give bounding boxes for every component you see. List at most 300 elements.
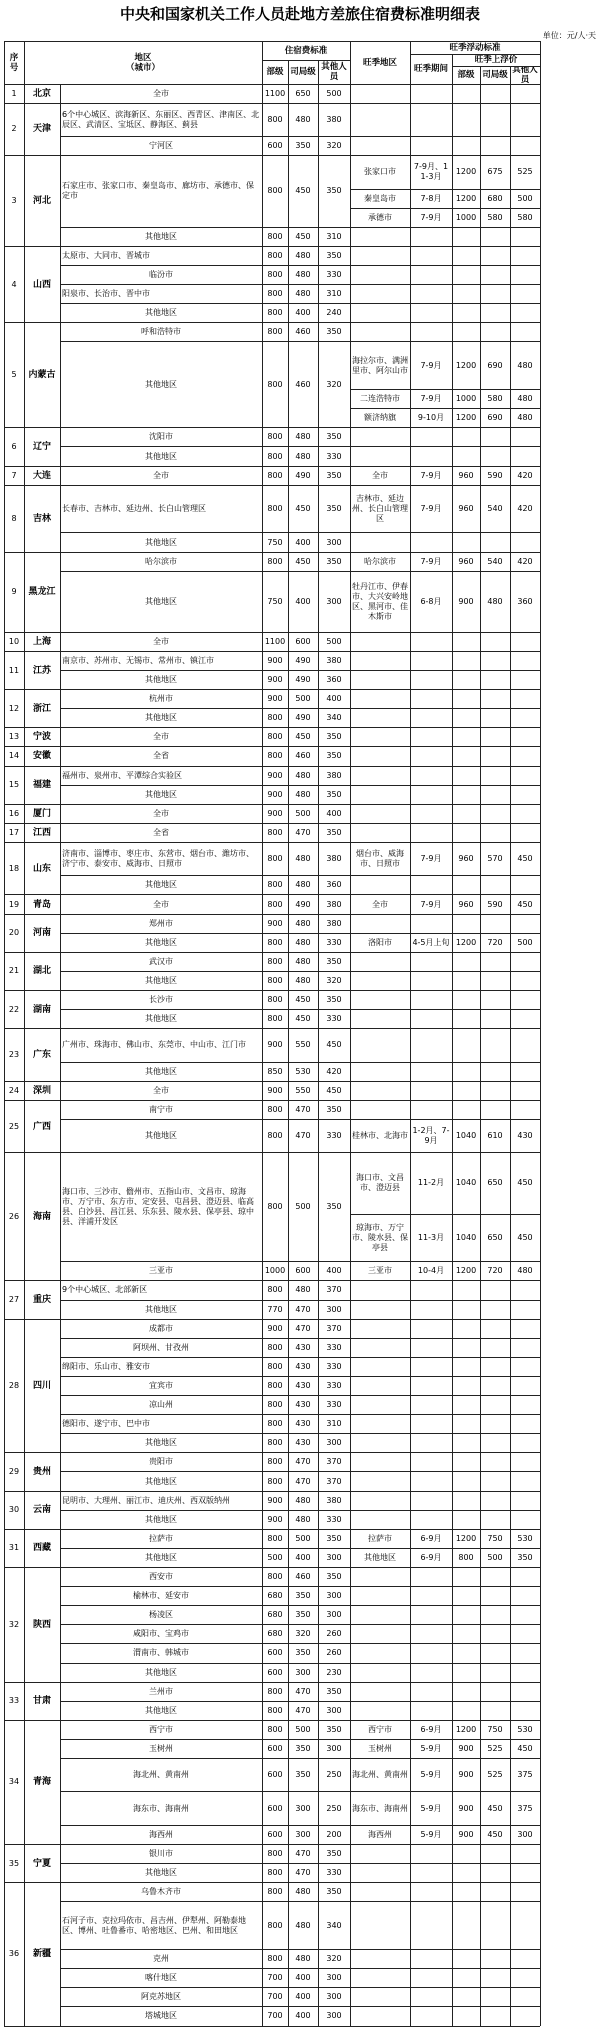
peak-region-cell <box>350 671 410 690</box>
peak-rate-ministerial: 960 <box>458 470 474 480</box>
peak-region-cell <box>350 428 410 447</box>
city-cell: 西安市 <box>149 1572 173 1582</box>
rate-bureau: 480 <box>295 432 311 442</box>
rate-bureau: 450 <box>295 1014 311 1024</box>
peak-rate-ministerial <box>452 428 480 447</box>
peak-period-cell <box>410 304 452 323</box>
rate-bureau: 430 <box>295 1380 311 1390</box>
peak-rate-others: 420 <box>517 504 533 514</box>
peak-period-cell: 5-9月 <box>420 1743 442 1753</box>
rate-ministerial: 700 <box>267 1973 283 1983</box>
seq-number: 33 <box>8 1696 20 1706</box>
rate-ministerial: 680 <box>267 1610 283 1620</box>
peak-rate-bureau <box>480 265 510 284</box>
peak-region-cell <box>350 1472 410 1491</box>
city-cell: 其他地区 <box>145 1868 177 1878</box>
rate-ministerial: 800 <box>267 1285 283 1295</box>
rate-bureau: 480 <box>295 451 311 461</box>
peak-rate-bureau <box>480 747 510 766</box>
rate-ministerial: 800 <box>267 1131 283 1141</box>
rate-others: 370 <box>326 1476 342 1486</box>
province-name: 重庆 <box>32 1295 51 1305</box>
seq-number: 23 <box>8 1049 20 1059</box>
rate-bureau: 470 <box>295 1686 311 1696</box>
column-divider <box>60 84 61 2026</box>
city-cell: 拉萨市 <box>149 1533 173 1543</box>
peak-rate-others: 430 <box>517 1131 533 1141</box>
peak-region-cell: 全市 <box>372 899 388 909</box>
peak-period-cell: 6-8月 <box>420 596 442 606</box>
rate-bureau: 470 <box>295 1304 311 1314</box>
rate-bureau: 450 <box>295 231 311 241</box>
city-cell: 兰州市 <box>149 1686 173 1696</box>
city-cell: 玉树州 <box>149 1743 173 1753</box>
rate-bureau: 600 <box>295 1266 311 1276</box>
rate-ministerial: 700 <box>267 1992 283 2002</box>
peak-period-cell <box>410 671 452 690</box>
city-cell: 长春市、吉林市、延边州、长白山管理区 <box>62 504 206 514</box>
city-cell: 其他地区 <box>145 537 177 547</box>
peak-region-cell <box>350 1510 410 1529</box>
peak-rate-ministerial <box>452 1472 480 1491</box>
city-cell: 杭州市 <box>149 694 173 704</box>
rate-bureau: 400 <box>295 1992 311 2002</box>
peak-rate-bureau <box>480 84 510 103</box>
peak-rate-bureau <box>480 1396 510 1415</box>
rate-ministerial: 800 <box>267 1380 283 1390</box>
rate-bureau: 480 <box>295 1514 311 1524</box>
province-name: 广西 <box>32 1121 51 1132</box>
peak-rate-bureau <box>480 651 510 670</box>
rate-ministerial: 800 <box>267 713 283 723</box>
city-cell: 宁河区 <box>149 141 173 151</box>
rate-others: 350 <box>326 327 342 337</box>
peak-period-cell <box>410 690 452 709</box>
city-cell: 海口市、三沙市、儋州市、五指山市、文昌市、琼海市、万宁市、东方市、定安县、屯昌县、澄迈县、临高县、白沙县、昌江县、乐东县、陵水县、保亭县、琼中县、洋浦开发区 <box>62 1187 254 1227</box>
column-divider <box>452 84 453 2026</box>
seq-number: 9 <box>11 587 17 597</box>
peak-region-cell <box>350 1682 410 1701</box>
rate-others: 350 <box>326 1202 342 1212</box>
seq-number: 18 <box>8 863 20 873</box>
peak-rate-others <box>510 1338 540 1357</box>
peak-region-cell: 西宁市 <box>368 1724 392 1734</box>
peak-rate-bureau <box>480 285 510 304</box>
rate-ministerial: 900 <box>267 1085 283 1095</box>
peak-rate-bureau <box>480 991 510 1010</box>
rate-ministerial: 900 <box>267 1514 283 1524</box>
rate-ministerial: 800 <box>267 995 283 1005</box>
peak-rate-ministerial <box>452 766 480 785</box>
peak-region-cell <box>350 1845 410 1864</box>
province-name: 黑龙江 <box>28 587 56 598</box>
document-title: 中央和国家机关工作人员赴地方差旅住宿费标准明细表 <box>119 5 480 23</box>
rate-others: 320 <box>326 379 342 389</box>
rate-others: 310 <box>326 231 342 241</box>
rate-bureau: 350 <box>295 1770 311 1780</box>
rate-others: 450 <box>326 1040 342 1050</box>
peak-rate-others <box>510 804 540 823</box>
peak-rate-ministerial <box>452 1883 480 1902</box>
peak-region-cell <box>350 304 410 323</box>
rate-bureau: 530 <box>295 1066 311 1076</box>
peak-rate-ministerial <box>452 823 480 842</box>
rate-bureau: 480 <box>295 289 311 299</box>
peak-rate-ministerial <box>452 1587 480 1606</box>
peak-rate-bureau <box>480 1010 510 1029</box>
header-column-divider <box>262 41 263 84</box>
city-cell: 全省 <box>153 827 169 837</box>
city-cell: 南宁市 <box>149 1104 173 1114</box>
peak-rate-others <box>510 1100 540 1119</box>
peak-period-cell <box>410 1491 452 1510</box>
peak-rate-ministerial: 960 <box>458 556 474 566</box>
peak-rate-bureau <box>480 1864 510 1883</box>
header-column-divider <box>24 41 25 84</box>
peak-rate-ministerial <box>452 971 480 990</box>
province-name: 吉林 <box>32 513 51 524</box>
peak-rate-ministerial <box>452 728 480 747</box>
peak-region-cell <box>350 2007 410 2026</box>
city-cell: 其他地区 <box>145 675 177 685</box>
peak-rate-ministerial <box>452 1376 480 1395</box>
peak-rate-others <box>510 428 540 447</box>
rate-ministerial: 680 <box>267 1591 283 1601</box>
rate-others: 370 <box>326 1285 342 1295</box>
peak-period-cell <box>410 1845 452 1864</box>
seq-number: 16 <box>8 808 20 818</box>
rate-others: 300 <box>326 2011 342 2021</box>
peak-rate-ministerial <box>452 1281 480 1300</box>
peak-rate-others <box>510 1062 540 1081</box>
peak-rate-others <box>510 1472 540 1491</box>
peak-rate-ministerial: 1200 <box>455 937 477 947</box>
province-name: 湖南 <box>32 1004 51 1015</box>
city-cell: 石家庄市、张家口市、秦皇岛市、廊坊市、承德市、保定市 <box>62 181 254 201</box>
peak-region-cell <box>350 709 410 728</box>
peak-region-cell: 拉萨市 <box>368 1533 392 1543</box>
rate-others: 350 <box>326 732 342 742</box>
city-cell: 其他地区 <box>145 713 177 723</box>
peak-rate-bureau: 750 <box>487 1533 503 1543</box>
peak-rate-bureau <box>480 1883 510 1902</box>
peak-rate-bureau <box>480 728 510 747</box>
city-cell: 太原市、大同市、晋城市 <box>62 250 150 260</box>
peak-period-cell <box>410 1902 452 1950</box>
header-column-divider <box>510 66 511 84</box>
rate-bureau: 470 <box>295 1104 311 1114</box>
peak-rate-bureau <box>480 1644 510 1663</box>
rate-others: 360 <box>326 675 342 685</box>
peak-period-cell <box>410 952 452 971</box>
peak-rate-bureau <box>480 1902 510 1950</box>
column-divider <box>350 84 351 2026</box>
city-cell: 其他地区 <box>145 1438 177 1448</box>
peak-period-cell <box>410 1100 452 1119</box>
column-divider <box>318 84 319 2026</box>
rate-ministerial: 1100 <box>264 636 286 646</box>
rate-bureau: 470 <box>295 1868 311 1878</box>
seq-number: 2 <box>11 124 17 134</box>
rate-others: 300 <box>326 596 342 606</box>
peak-rate-ministerial <box>452 1081 480 1100</box>
peak-period-cell <box>410 447 452 466</box>
city-cell: 其他地区 <box>145 1667 177 1677</box>
peak-rate-others <box>510 747 540 766</box>
peak-rate-ministerial <box>452 1644 480 1663</box>
province-name: 内蒙古 <box>28 370 56 381</box>
peak-period-cell <box>410 1701 452 1720</box>
rate-ministerial: 800 <box>267 504 283 514</box>
peak-region-cell <box>350 1062 410 1081</box>
peak-rate-bureau <box>480 1357 510 1376</box>
city-cell: 榆林市、延安市 <box>133 1591 189 1601</box>
peak-rate-others <box>510 785 540 804</box>
rate-ministerial: 750 <box>267 596 283 606</box>
peak-rate-others <box>510 651 540 670</box>
rate-ministerial: 900 <box>267 789 283 799</box>
peak-rate-bureau <box>480 137 510 156</box>
peak-period-cell: 10-4月 <box>417 1266 445 1276</box>
peak-rate-bureau <box>480 428 510 447</box>
peak-region-cell <box>350 1567 410 1586</box>
seq-number: 6 <box>11 441 17 451</box>
city-cell: 海西州 <box>149 1829 173 1839</box>
peak-period-cell <box>410 785 452 804</box>
peak-period-cell: 5-9月 <box>420 1803 442 1813</box>
seq-number: 10 <box>8 636 20 646</box>
city-cell: 塔城地区 <box>145 2011 177 2021</box>
peak-rate-bureau <box>480 1701 510 1720</box>
rate-ministerial: 800 <box>267 854 283 864</box>
city-cell: 全省 <box>153 751 169 761</box>
peak-period-cell <box>410 428 452 447</box>
peak-period-cell: 11-2月 <box>417 1178 445 1188</box>
rate-bureau: 430 <box>295 1438 311 1448</box>
province-name: 山西 <box>32 279 51 290</box>
rate-ministerial: 800 <box>267 470 283 480</box>
peak-region-cell <box>350 1434 410 1453</box>
peak-rate-ministerial <box>452 137 480 156</box>
peak-rate-others <box>510 227 540 246</box>
rate-others: 380 <box>326 1495 342 1505</box>
peak-period-cell <box>410 1883 452 1902</box>
peak-region-cell <box>350 971 410 990</box>
peak-region-cell <box>350 1100 410 1119</box>
peak-region-cell: 张家口市 <box>364 167 396 177</box>
city-cell: 西宁市 <box>149 1724 173 1734</box>
peak-rate-ministerial <box>452 103 480 136</box>
peak-region-cell: 吉林市、延边州、长白山管理区 <box>352 494 408 524</box>
seq-number: 7 <box>11 470 17 480</box>
rate-bureau: 480 <box>295 1920 311 1930</box>
peak-rate-ministerial: 900 <box>458 596 474 606</box>
rate-ministerial: 800 <box>267 1954 283 1964</box>
peak-period-cell <box>410 1969 452 1988</box>
peak-rate-bureau <box>480 1434 510 1453</box>
peak-region-cell <box>350 632 410 651</box>
rate-bureau: 550 <box>295 1040 311 1050</box>
rate-bureau: 450 <box>295 556 311 566</box>
peak-rate-bureau <box>480 1081 510 1100</box>
province-name: 福建 <box>32 780 51 791</box>
peak-rate-bureau <box>480 971 510 990</box>
rate-bureau: 430 <box>295 1361 311 1371</box>
peak-region-cell: 海东市、海南州 <box>352 1803 408 1813</box>
rate-bureau: 460 <box>295 1572 311 1582</box>
rate-others: 400 <box>326 1266 342 1276</box>
peak-period-cell <box>410 137 452 156</box>
peak-rate-ministerial <box>452 1357 480 1376</box>
city-cell: 阳泉市、长治市、晋中市 <box>62 289 150 299</box>
city-cell: 郑州市 <box>149 918 173 928</box>
rate-bureau: 400 <box>295 537 311 547</box>
rate-others: 330 <box>326 937 342 947</box>
rate-others: 200 <box>326 1829 342 1839</box>
city-cell: 贵阳市 <box>149 1457 173 1467</box>
peak-rate-ministerial <box>452 1988 480 2007</box>
peak-period-cell <box>410 103 452 136</box>
peak-region-cell <box>350 1029 410 1062</box>
peak-period-cell <box>410 876 452 895</box>
peak-period-cell: 7-8月 <box>420 193 442 203</box>
peak-rate-bureau: 675 <box>487 167 503 177</box>
city-cell: 宜宾市 <box>149 1380 173 1390</box>
peak-rate-ministerial <box>452 876 480 895</box>
peak-period-cell <box>410 1396 452 1415</box>
rate-ministerial: 900 <box>267 808 283 818</box>
peak-region-cell: 其他地区 <box>364 1552 396 1562</box>
rate-ministerial: 800 <box>267 827 283 837</box>
peak-rate-bureau <box>480 227 510 246</box>
rate-ministerial: 800 <box>267 880 283 890</box>
rate-ministerial: 600 <box>267 1803 283 1813</box>
city-cell: 临汾市 <box>149 270 173 280</box>
peak-rate-ministerial <box>452 1845 480 1864</box>
rate-bureau: 470 <box>295 1476 311 1486</box>
row-divider <box>60 2026 350 2027</box>
city-cell: 哈尔滨市 <box>145 556 177 566</box>
peak-region-cell <box>350 1010 410 1029</box>
peak-period-cell <box>410 1319 452 1338</box>
peak-period-cell <box>410 227 452 246</box>
peak-rate-bureau: 650 <box>487 1232 503 1242</box>
peak-period-cell: 5-9月 <box>420 1829 442 1839</box>
peak-region-cell <box>350 766 410 785</box>
peak-rate-bureau <box>480 246 510 265</box>
header-others: 其他人员 <box>321 62 347 82</box>
peak-rate-others <box>510 1029 540 1062</box>
peak-rate-ministerial: 1200 <box>455 360 477 370</box>
city-cell: 全市 <box>153 732 169 742</box>
peak-period-cell <box>410 1338 452 1357</box>
rate-ministerial: 800 <box>267 1686 283 1696</box>
peak-rate-ministerial: 960 <box>458 899 474 909</box>
peak-rate-bureau: 720 <box>487 1266 503 1276</box>
peak-rate-others: 450 <box>517 1232 533 1242</box>
peak-rate-others <box>510 533 540 552</box>
province-name: 江苏 <box>32 665 51 676</box>
rate-others: 350 <box>326 556 342 566</box>
rate-bureau: 480 <box>295 114 311 124</box>
city-cell: 其他地区 <box>145 1476 177 1486</box>
rate-ministerial: 770 <box>267 1304 283 1314</box>
city-cell: 乌鲁木齐市 <box>141 1887 181 1897</box>
peak-region-cell <box>350 447 410 466</box>
rate-others: 400 <box>326 808 342 818</box>
rate-ministerial: 800 <box>267 975 283 985</box>
rate-others: 380 <box>326 770 342 780</box>
province-name: 青海 <box>32 1777 51 1788</box>
city-cell: 其他地区 <box>145 596 177 606</box>
peak-region-cell <box>350 323 410 342</box>
rate-ministerial: 800 <box>267 1419 283 1429</box>
peak-period-cell <box>410 728 452 747</box>
peak-rate-ministerial: 1040 <box>455 1232 477 1242</box>
peak-rate-bureau <box>480 447 510 466</box>
rate-bureau: 460 <box>295 327 311 337</box>
peak-rate-others <box>510 265 540 284</box>
peak-rate-ministerial <box>452 1969 480 1988</box>
province-name: 天津 <box>32 124 51 135</box>
seq-number: 21 <box>8 966 20 976</box>
peak-period-cell <box>410 1453 452 1472</box>
peak-rate-ministerial: 1040 <box>455 1131 477 1141</box>
rate-others: 500 <box>326 88 342 98</box>
peak-region-cell <box>350 1491 410 1510</box>
province-name: 河南 <box>32 928 51 939</box>
rate-bureau: 320 <box>295 1629 311 1639</box>
peak-region-cell <box>350 1701 410 1720</box>
peak-rate-others <box>510 1969 540 1988</box>
peak-rate-bureau <box>480 1625 510 1644</box>
seq-number: 26 <box>8 1211 20 1221</box>
peak-rate-bureau <box>480 1587 510 1606</box>
rate-ministerial: 800 <box>267 1724 283 1734</box>
peak-rate-ministerial <box>452 246 480 265</box>
peak-rate-others <box>510 690 540 709</box>
province-name: 大连 <box>32 470 51 481</box>
rate-bureau: 550 <box>295 1085 311 1095</box>
peak-rate-ministerial <box>452 1682 480 1701</box>
peak-rate-bureau <box>480 709 510 728</box>
rate-ministerial: 900 <box>267 655 283 665</box>
peak-rate-others: 525 <box>517 167 533 177</box>
city-cell: 其他地区 <box>145 379 177 389</box>
peak-rate-bureau: 450 <box>487 1803 503 1813</box>
rate-bureau: 480 <box>295 937 311 947</box>
peak-region-cell <box>350 84 410 103</box>
province-name: 北京 <box>32 88 51 99</box>
rate-others: 350 <box>326 1887 342 1897</box>
peak-region-cell <box>350 227 410 246</box>
rate-bureau: 430 <box>295 1342 311 1352</box>
rate-others: 450 <box>326 1085 342 1095</box>
peak-rate-bureau <box>480 103 510 136</box>
rate-others: 310 <box>326 289 342 299</box>
peak-rate-others: 360 <box>517 596 533 606</box>
peak-rate-ministerial: 1000 <box>455 394 477 404</box>
city-cell: 全市 <box>153 1085 169 1095</box>
peak-region-cell <box>350 1396 410 1415</box>
rate-others: 340 <box>326 713 342 723</box>
peak-rate-bureau <box>480 1663 510 1682</box>
peak-period-cell <box>410 1357 452 1376</box>
rate-ministerial: 680 <box>267 1629 283 1639</box>
rate-others: 330 <box>326 1380 342 1390</box>
city-cell: 其他地区 <box>145 451 177 461</box>
rate-ministerial: 800 <box>267 732 283 742</box>
